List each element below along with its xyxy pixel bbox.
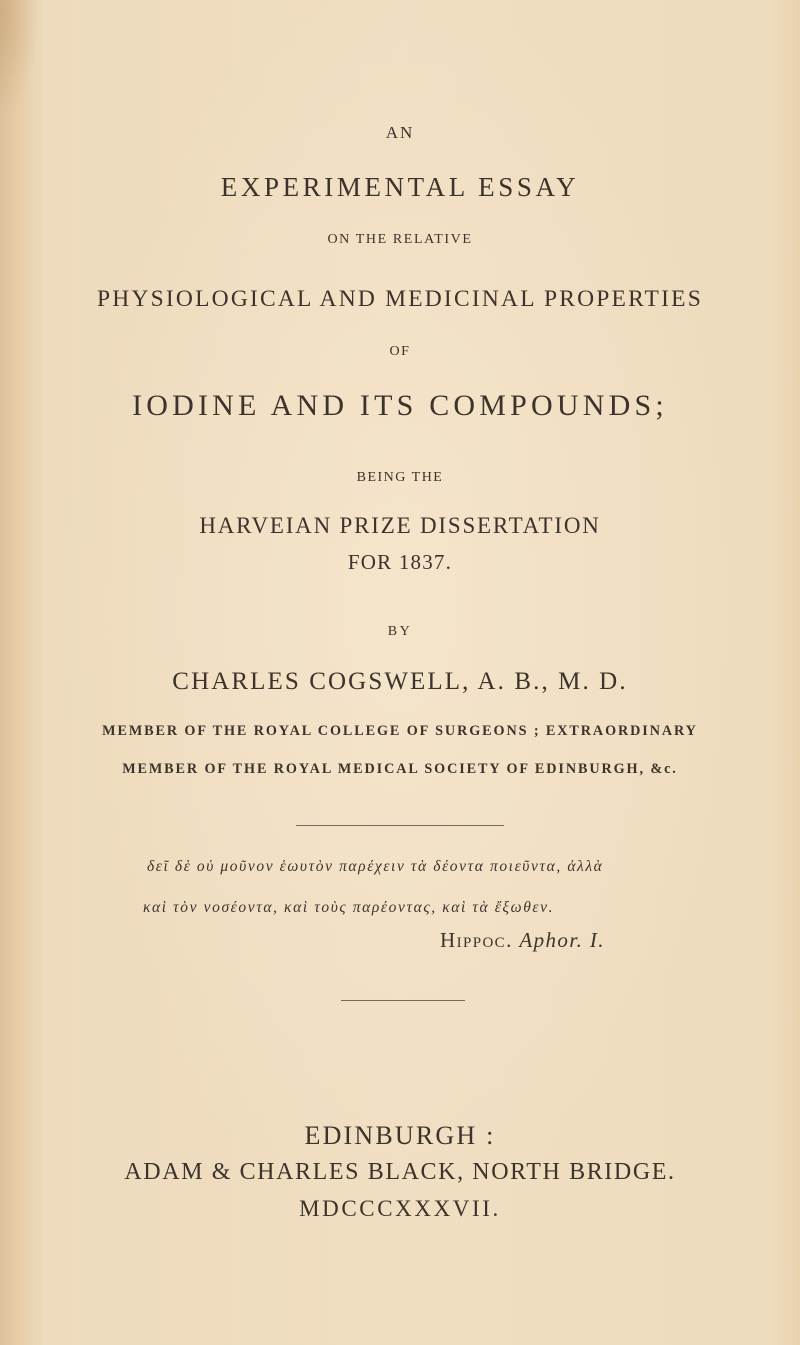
epigraph-line-2: καὶ τὸν νοσέοντα, καὶ τοὺς παρέοντας, καὶ τὰ ἔξωθεν.	[143, 899, 555, 916]
citation-work: Aphor. I.	[519, 928, 605, 952]
title-subject: PHYSIOLOGICAL AND MEDICINAL PROPERTIES	[97, 286, 703, 312]
citation-author: Hippoc.	[440, 928, 513, 952]
membership-line-1: MEMBER OF THE ROYAL COLLEGE OF SURGEONS ; EXTRAORDINARY	[102, 723, 698, 739]
divider-rule-bottom	[341, 1000, 465, 1001]
title-on: ON THE RELATIVE	[327, 232, 473, 247]
divider-rule-top	[296, 825, 504, 826]
membership-line-2: MEMBER OF THE ROYAL MEDICAL SOCIETY OF EDINBURGH, &c.	[122, 761, 678, 777]
author-name: CHARLES COGSWELL, A. B., M. D.	[172, 668, 628, 695]
title-of: OF	[389, 344, 411, 359]
being-line: BEING THE	[356, 470, 444, 485]
epigraph-line-1: δεῖ δὲ οὐ μοῦνον ἑωυτὸν παρέχειν τὰ δέοντα ποιεῦντα, ἀλλὰ	[147, 858, 604, 875]
title-compound: IODINE AND ITS COMPOUNDS;	[132, 389, 668, 422]
prize-line: HARVEIAN PRIZE DISSERTATION	[199, 513, 601, 538]
imprint-date: MDCCCXXXVII.	[299, 1196, 501, 1221]
imprint-publisher: ADAM & CHARLES BLACK, NORTH BRIDGE.	[124, 1159, 676, 1185]
imprint-city: EDINBURGH :	[304, 1121, 496, 1150]
year-line: FOR 1837.	[347, 550, 453, 574]
epigraph-citation	[440, 928, 605, 953]
title-main: EXPERIMENTAL ESSAY	[220, 172, 580, 202]
by-line: BY	[387, 624, 413, 639]
page-stain	[0, 0, 40, 120]
title-article: AN	[385, 123, 415, 142]
